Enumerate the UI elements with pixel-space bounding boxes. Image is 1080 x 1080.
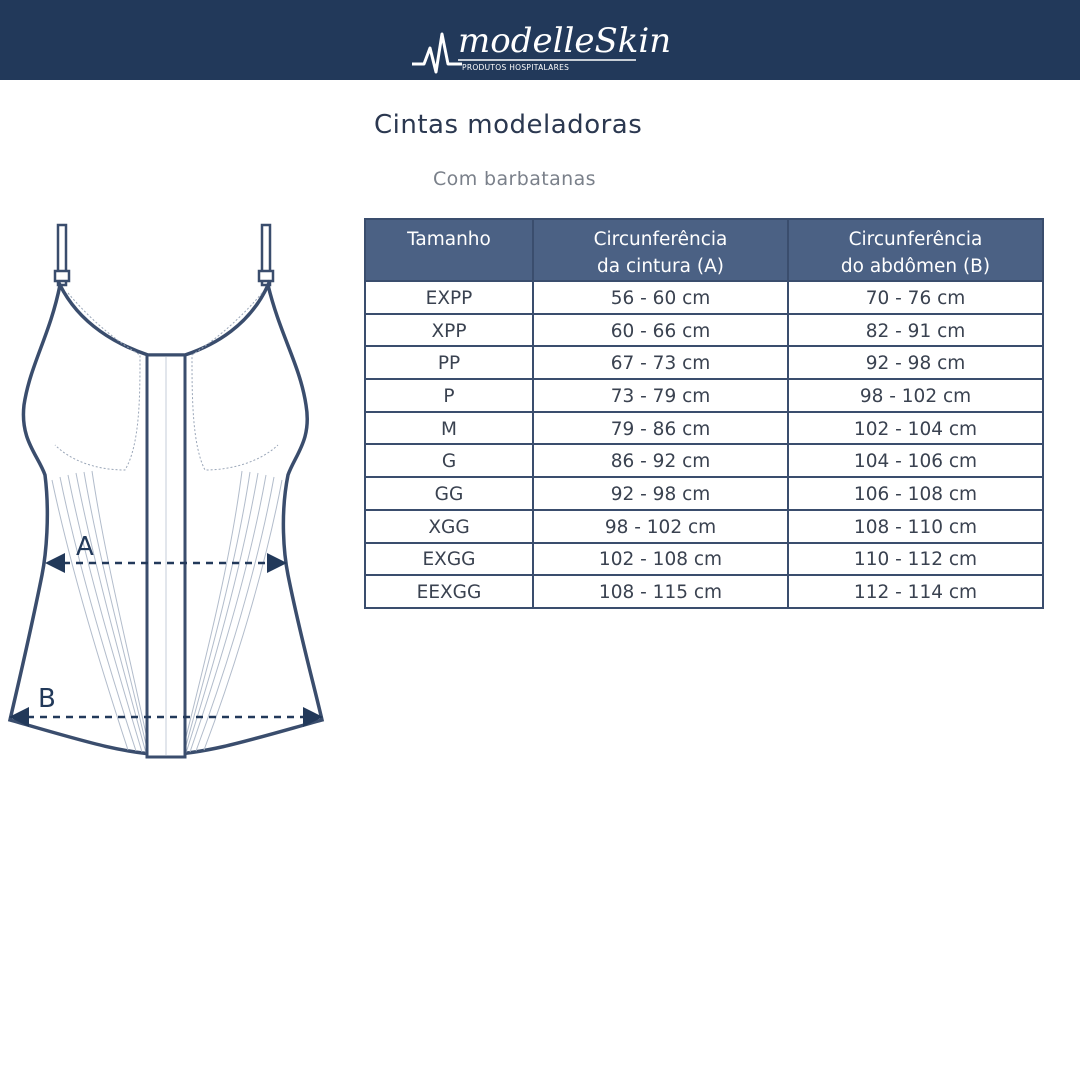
- brand-name: modelleSkin: [458, 21, 672, 61]
- table-row: [365, 412, 1043, 445]
- cell-size: EXPP: [365, 281, 533, 314]
- header-size: Tamanho: [365, 219, 533, 281]
- cell-size: XPP: [365, 314, 533, 347]
- cell-size: EEXGG: [365, 575, 533, 608]
- table-row: [365, 314, 1043, 347]
- cell-abdomen: 106 - 108 cm: [788, 477, 1043, 510]
- cell-waist: 73 - 79 cm: [533, 379, 788, 412]
- table-row: [365, 575, 1043, 608]
- label-a: A: [76, 532, 94, 562]
- cell-abdomen: 70 - 76 cm: [788, 281, 1043, 314]
- page-title: Cintas modeladoras: [374, 110, 643, 140]
- cell-abdomen: 108 - 110 cm: [788, 510, 1043, 543]
- cell-abdomen: 82 - 91 cm: [788, 314, 1043, 347]
- cell-size: XGG: [365, 510, 533, 543]
- heartbeat-icon: [412, 34, 462, 72]
- cell-size: G: [365, 444, 533, 477]
- cell-waist: 92 - 98 cm: [533, 477, 788, 510]
- cell-waist: 108 - 115 cm: [533, 575, 788, 608]
- cell-size: GG: [365, 477, 533, 510]
- cell-abdomen: 98 - 102 cm: [788, 379, 1043, 412]
- table-header-row: [365, 219, 1043, 281]
- garment-diagram: [0, 215, 340, 775]
- cell-abdomen: 112 - 114 cm: [788, 575, 1043, 608]
- cell-size: P: [365, 379, 533, 412]
- cell-size: M: [365, 412, 533, 445]
- header-bar: [0, 0, 1080, 80]
- table-row: [365, 444, 1043, 477]
- page-subtitle: Com barbatanas: [433, 168, 596, 190]
- table-row: [365, 543, 1043, 576]
- cell-abdomen: 92 - 98 cm: [788, 346, 1043, 379]
- table-row: [365, 281, 1043, 314]
- cell-abdomen: 102 - 104 cm: [788, 412, 1043, 445]
- table-row: [365, 379, 1043, 412]
- size-table: [364, 218, 1044, 609]
- cell-size: PP: [365, 346, 533, 379]
- table-row: [365, 346, 1043, 379]
- cell-abdomen: 110 - 112 cm: [788, 543, 1043, 576]
- brand-logo: [410, 4, 672, 76]
- cell-waist: 56 - 60 cm: [533, 281, 788, 314]
- cell-waist: 98 - 102 cm: [533, 510, 788, 543]
- table-row: [365, 477, 1043, 510]
- cell-waist: 60 - 66 cm: [533, 314, 788, 347]
- table-row: [365, 510, 1043, 543]
- brand-tagline: PRODUTOS HOSPITALARES: [462, 63, 570, 72]
- header-abdomen: Circunferência do abdômen (B): [788, 219, 1043, 281]
- cell-abdomen: 104 - 106 cm: [788, 444, 1043, 477]
- header-waist: Circunferência da cintura (A): [533, 219, 788, 281]
- cell-waist: 67 - 73 cm: [533, 346, 788, 379]
- cell-size: EXGG: [365, 543, 533, 576]
- label-b: B: [38, 684, 56, 714]
- cell-waist: 102 - 108 cm: [533, 543, 788, 576]
- cell-waist: 79 - 86 cm: [533, 412, 788, 445]
- cell-waist: 86 - 92 cm: [533, 444, 788, 477]
